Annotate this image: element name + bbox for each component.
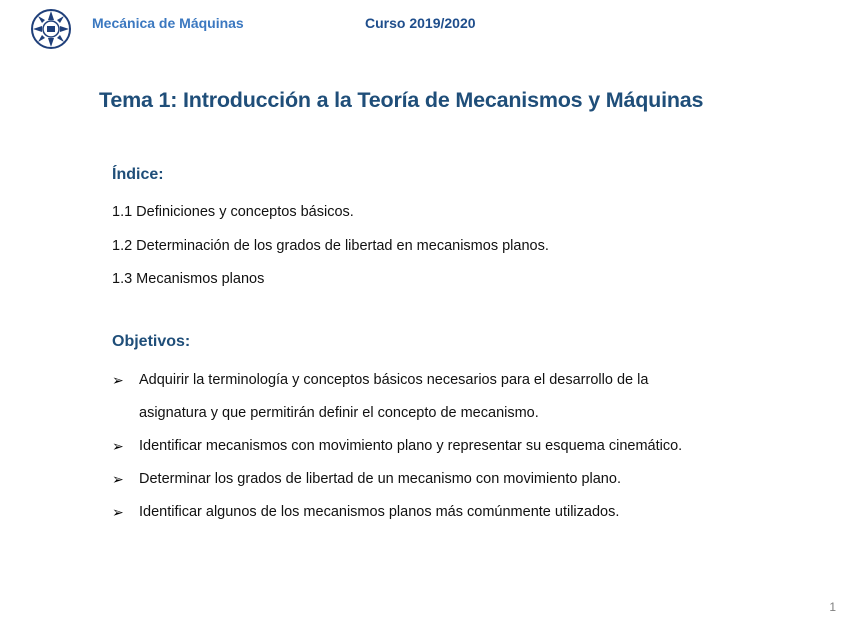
- arrow-bullet-icon: ➢: [112, 471, 124, 487]
- objective-item-1: [112, 364, 812, 430]
- page-title: Tema 1: Introducción a la Teoría de Mecanismos y Máquinas: [99, 88, 704, 112]
- objective-item-4-text: Identificar algunos de los mecanismos planos más comúnmente utilizados.: [139, 504, 620, 520]
- arrow-bullet-icon: ➢: [112, 504, 124, 520]
- objective-item-3: [112, 463, 812, 496]
- objective-item-4: [112, 496, 812, 529]
- objective-item-2-text: Identificar mecanismos con movimiento plano y representar su esquema cinemático.: [139, 438, 683, 454]
- header-course-year: Curso 2019/2020: [365, 15, 476, 31]
- university-seal-icon: [30, 8, 72, 50]
- objectives-heading: Objetivos:: [112, 333, 191, 350]
- objective-item-1-line-2: asignatura y que permitirán definir el concepto de mecanismo.: [139, 405, 539, 421]
- objective-item-2: [112, 430, 812, 463]
- index-item-1: 1.1 Definiciones y conceptos básicos.: [112, 204, 354, 220]
- objective-item-3-text: Determinar los grados de libertad de un mecanismo con movimiento plano.: [139, 471, 621, 487]
- arrow-bullet-icon: ➢: [112, 438, 124, 454]
- arrow-bullet-icon: ➢: [112, 372, 124, 388]
- objectives-list: [112, 364, 812, 529]
- index-item-2: 1.2 Determinación de los grados de libertad en mecanismos planos.: [112, 238, 549, 254]
- index-heading: Índice:: [112, 166, 164, 183]
- page-number: 1: [829, 600, 836, 614]
- objective-item-1-line-1: Adquirir la terminología y conceptos básicos necesarios para el desarrollo de la: [139, 372, 649, 388]
- index-item-3: 1.3 Mecanismos planos: [112, 271, 265, 287]
- header-course-name: Mecánica de Máquinas: [92, 15, 244, 31]
